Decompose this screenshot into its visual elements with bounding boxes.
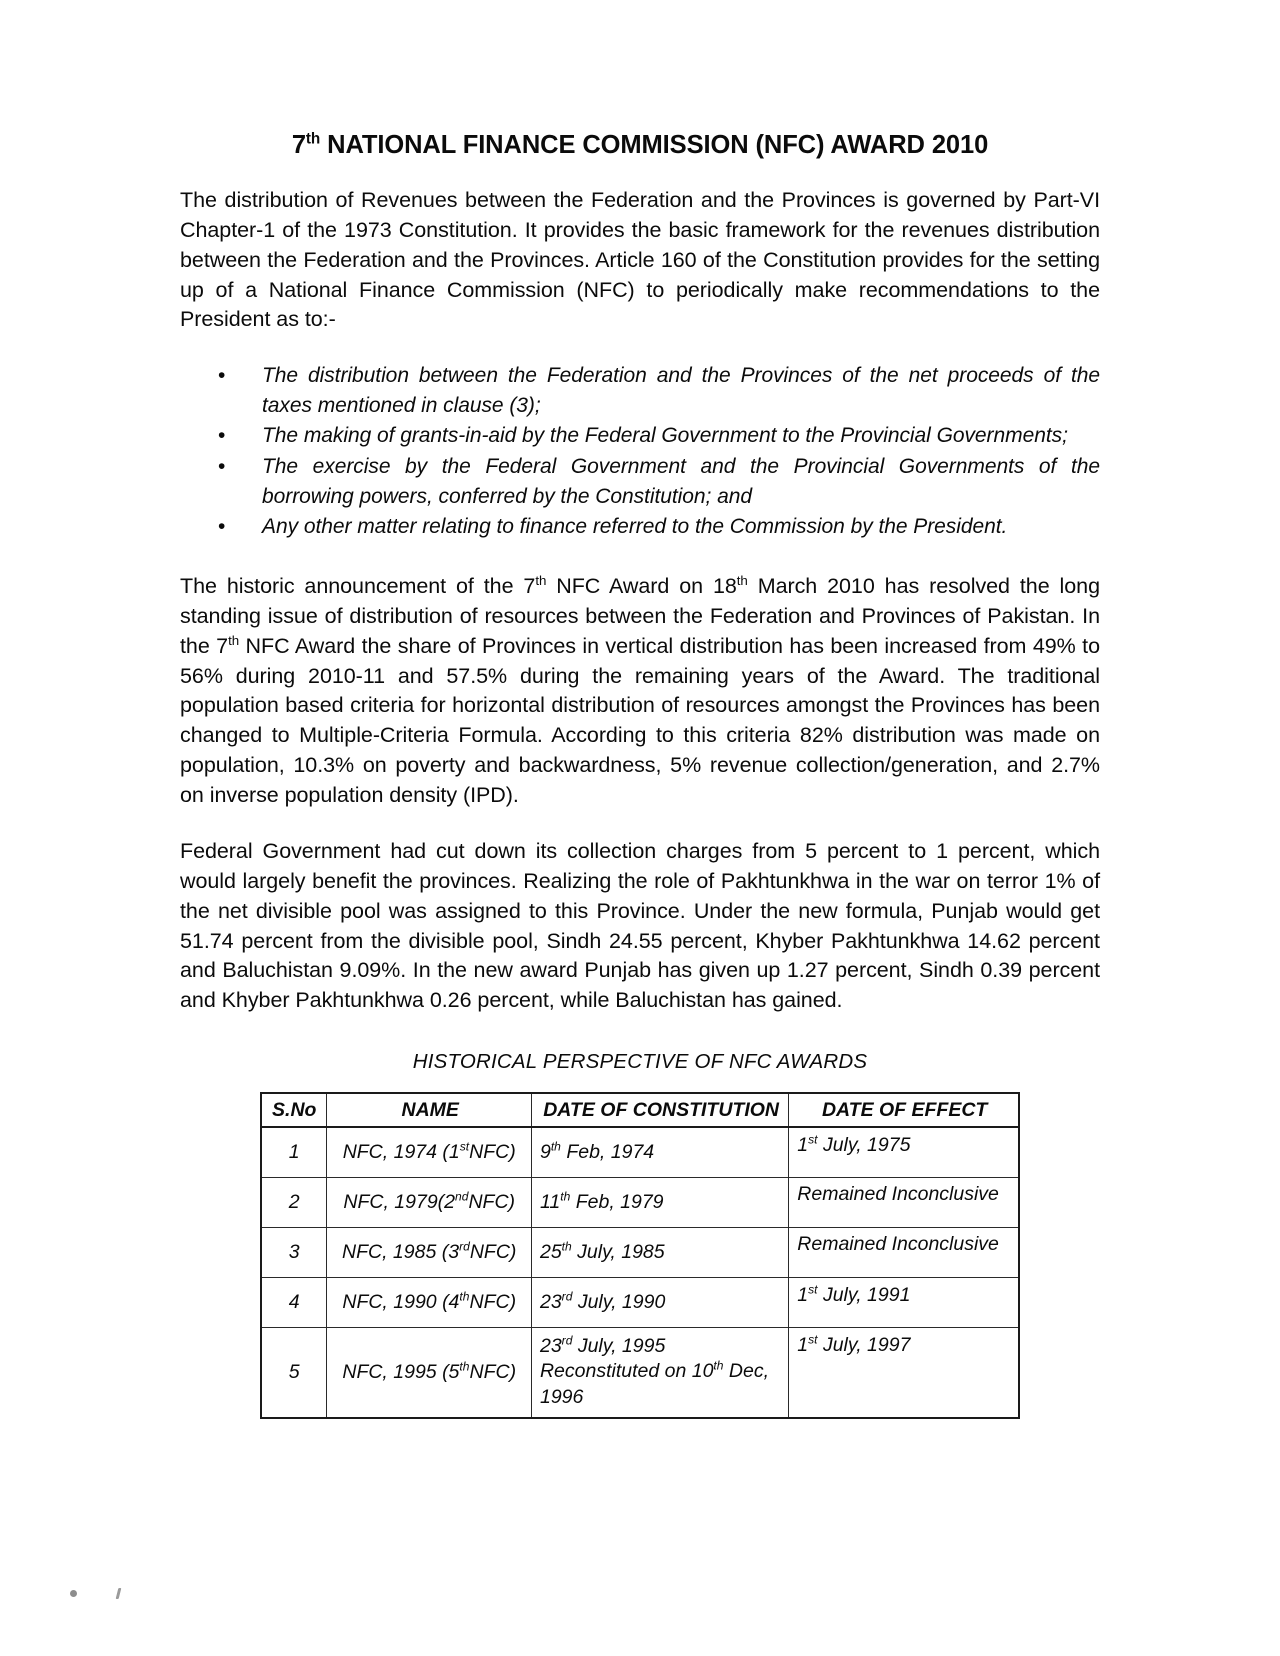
cell-name-a: NFC, 1974 (1 (342, 1140, 460, 1163)
cell-sno: 5 (261, 1327, 327, 1418)
ordinal-suffix: rd (561, 1289, 573, 1304)
ordinal-suffix: th (713, 1358, 724, 1373)
cell-eff-a: Remained Inconclusive (797, 1232, 999, 1255)
historic-announcement-paragraph (180, 572, 1100, 811)
cell-eff-a: 1 (797, 1333, 809, 1356)
cell-name-b: NFC) (469, 1290, 517, 1313)
cell-effect-date (789, 1327, 1019, 1418)
cell-const-b: July, 1995 Reconstituted on 10 (539, 1334, 714, 1383)
ordinal-suffix: st (808, 1282, 818, 1297)
ordinal-suffix: st (808, 1132, 818, 1147)
ordinal-suffix: th (550, 1139, 561, 1154)
cell-const-a: 11 (539, 1190, 561, 1213)
cell-name-a: NFC, 1995 (5 (342, 1360, 460, 1383)
cell-eff-b: July, 1997 (817, 1333, 911, 1356)
historic-text-a: The historic announcement of the 7 (180, 573, 536, 598)
cell-name (327, 1227, 532, 1277)
historic-text-b: NFC Award on 18 (546, 573, 737, 598)
title-number: 7 (291, 131, 306, 159)
ordinal-suffix: rd (561, 1333, 573, 1348)
table-row (261, 1327, 1019, 1418)
title-text: NATIONAL FINANCE COMMISSION (NFC) AWARD 2010 (320, 131, 989, 159)
intro-paragraph: The distribution of Revenues between the Federation and the Provinces is governed by Part-VI Chapter-1 of the 1973 Constitution. It provides the basic framework for the revenues distribution between the Federation and the Provinces. Article 160 of the Constitution provides for the setting up of a National Finance Commission (NFC) to periodically make recommendations to the President as to:- (180, 187, 1100, 332)
ordinal-suffix: th (228, 632, 240, 648)
cell-constitution-date (531, 1327, 788, 1418)
cell-sno: 3 (261, 1227, 327, 1277)
table-container (180, 1092, 1100, 1419)
historic-text-d: NFC Award the share of Provinces in vertical distribution has been increased from 49% to 56% during 2010-11 and 57.5% during the remaining years of the Award. The traditional population based criteria for horizontal distribution of resources amongst the Provinces has been changed to Multiple-Criteria Formula. According to this criteria 82% distribution was made on population, 10.3% on poverty and backwardness, 5% revenue collection/generation, and 2.7% on inverse population density (IPD). (180, 633, 1100, 808)
ordinal-suffix: st (808, 1332, 818, 1347)
cell-effect-date (789, 1277, 1019, 1327)
cell-eff-b: July, 1975 (817, 1134, 911, 1157)
table-header (261, 1093, 1019, 1127)
table-row (261, 1177, 1019, 1227)
cell-const-d: Dec, 1996 (539, 1360, 770, 1409)
nfc-awards-table (260, 1092, 1020, 1419)
column-header-sno: S.No (261, 1093, 327, 1127)
cell-const-b: July, 1990 (572, 1290, 666, 1313)
cell-eff-a: 1 (797, 1283, 809, 1306)
cell-const-b: Feb, 1979 (570, 1190, 664, 1213)
cell-name-b: NFC) (469, 1140, 516, 1163)
cell-const-a: 9 (539, 1140, 551, 1163)
footer-dot-icon (70, 1590, 77, 1597)
cell-constitution-date (531, 1227, 788, 1277)
cell-const-b: July, 1985 (571, 1240, 665, 1263)
bullet-icon: • (218, 515, 226, 539)
ordinal-suffix: th (736, 572, 748, 588)
list-item-text: The exercise by the Federal Government and the Provincial Governments of the borrowing powers, conferred by the Constitution; and (262, 455, 1100, 508)
bullet-icon: • (218, 364, 226, 388)
list-item (218, 361, 1100, 420)
cell-name (327, 1327, 532, 1418)
cell-eff-a: Remained Inconclusive (797, 1182, 999, 1205)
ordinal-suffix: rd (459, 1239, 470, 1254)
ordinal-suffix: th (560, 1189, 571, 1204)
title-ordinal-suffix: th (305, 130, 321, 148)
cell-sno: 1 (261, 1127, 327, 1177)
list-item-text: The distribution between the Federation and the Provinces of the net proceeds of the taxes mentioned in clause (3); (262, 364, 1100, 417)
ordinal-suffix: st (459, 1139, 470, 1154)
ordinal-suffix: th (459, 1359, 470, 1374)
table-header-row (261, 1093, 1019, 1127)
column-header-effect: DATE OF EFFECT (789, 1093, 1019, 1127)
cell-constitution-date (531, 1177, 788, 1227)
clause-list (180, 361, 1100, 542)
column-header-name: NAME (327, 1093, 532, 1127)
ordinal-suffix: th (535, 572, 547, 588)
cell-name (327, 1127, 532, 1177)
page-title (180, 130, 1100, 162)
bullet-icon: • (218, 455, 226, 479)
cell-name-b: NFC) (469, 1240, 517, 1263)
cell-name (327, 1277, 532, 1327)
list-item (218, 512, 1100, 542)
list-item (218, 421, 1100, 451)
cell-name-a: NFC, 1985 (3 (342, 1240, 460, 1263)
table-row (261, 1277, 1019, 1327)
table-row (261, 1227, 1019, 1277)
bullet-icon: • (218, 424, 226, 448)
cell-sno: 4 (261, 1277, 327, 1327)
cell-const-a: 23 (539, 1290, 562, 1313)
column-header-constitution: DATE OF CONSTITUTION (531, 1093, 788, 1127)
cell-constitution-date (531, 1127, 788, 1177)
page-footer-artifacts (62, 1586, 182, 1604)
historic-text-c: March 2010 has resolved the long standing issue of distribution of resources between the Federation and Provinces of Pakistan. In the 7 (180, 573, 1100, 658)
cell-sno: 2 (261, 1177, 327, 1227)
ordinal-suffix: th (561, 1239, 572, 1254)
cell-name-a: NFC, 1979(2 (343, 1190, 456, 1213)
cell-const-a: 23 (539, 1334, 562, 1357)
list-item-text: Any other matter relating to finance referred to the Commission by the President. (262, 515, 1008, 539)
ordinal-suffix: nd (455, 1189, 469, 1204)
cell-eff-b: July, 1991 (817, 1283, 911, 1306)
federal-government-paragraph: Federal Government had cut down its collection charges from 5 percent to 1 percent, which would largely benefit the provinces. Realizing the role of Pakhtunkhwa in the war on terror 1% of the net divisible pool was assigned to this Province. Under the new formula, Punjab would get 51.74 percent from the divisible pool, Sindh 24.55 percent, Khyber Pakhtunkhwa 14.62 percent and Baluchistan 9.09%. In the new award Punjab has given up 1.27 percent, Sindh 0.39 percent and Khyber Pakhtunkhwa 0.26 percent, while Baluchistan has gained. (180, 838, 1100, 1013)
table-row (261, 1127, 1019, 1177)
cell-name-b: NFC) (469, 1360, 517, 1383)
cell-effect-date (789, 1177, 1019, 1227)
cell-eff-a: 1 (797, 1134, 809, 1157)
cell-name-a: NFC, 1990 (4 (342, 1290, 460, 1313)
table-body (261, 1127, 1019, 1418)
list-item (218, 452, 1100, 511)
list-item-text: The making of grants-in-aid by the Federal Government to the Provincial Governments; (262, 424, 1068, 448)
footer-slash-icon (116, 1588, 122, 1599)
cell-effect-date (789, 1227, 1019, 1277)
cell-name (327, 1177, 532, 1227)
cell-effect-date (789, 1127, 1019, 1177)
ordinal-suffix: th (459, 1289, 470, 1304)
table-caption: HISTORICAL PERSPECTIVE OF NFC AWARDS (412, 1050, 868, 1074)
cell-constitution-date (531, 1277, 788, 1327)
cell-const-b: Feb, 1974 (560, 1140, 655, 1163)
cell-const-a: 25 (539, 1240, 562, 1263)
cell-name-b: NFC) (468, 1190, 516, 1213)
